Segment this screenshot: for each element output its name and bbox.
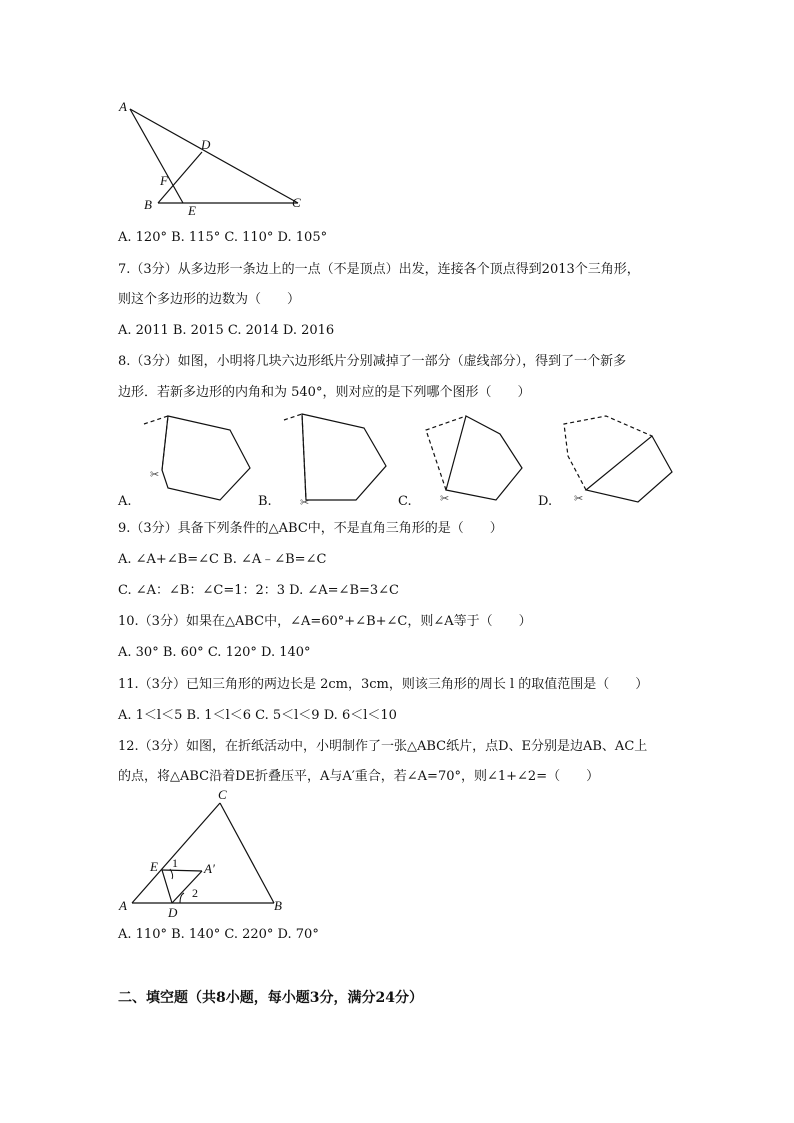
q7-stem-line2: 则这个多边形的边数为（ ）	[118, 292, 301, 307]
q12-label-angle1: 1	[172, 856, 178, 870]
q12-stem-line1: 12.（3分）如图，在折纸活动中，小明制作了一张△ABC纸片，点D、E分别是边AB、AC上	[118, 739, 648, 754]
q12-stem-line2: 的点，将△ABC沿着DE折叠压平，A与A′重合，若∠A=70°，则∠1+∠2=（ ）	[118, 769, 600, 784]
q8-choice-c-figure	[420, 408, 540, 508]
q6-options: A. 120° B. 115° C. 110° D. 105°	[118, 230, 328, 245]
q8-choice-a-figure	[140, 408, 260, 508]
q12-fold-ea	[162, 870, 202, 871]
q6-label-f: F	[160, 173, 168, 188]
q6-side-ab	[130, 109, 183, 203]
q6-label-b: B	[144, 197, 152, 212]
q9-stem-line1: 9.（3分）具备下列条件的△ABC中，不是直角三角形的是（ ）	[118, 521, 503, 536]
q8-choice-a-label: A.	[118, 494, 132, 509]
q8-choice-c-label: C.	[398, 494, 412, 509]
q10-options: A. 30° B. 60° C. 120° D. 140°	[118, 645, 311, 660]
q12-label-a: A	[119, 898, 127, 913]
q12-label-angle2: 2	[192, 886, 198, 900]
q8-choice-d-label: D.	[538, 494, 553, 509]
q12-side-bc	[220, 803, 274, 903]
scissors-icon: ✂	[150, 468, 160, 481]
q6-label-c: C	[292, 195, 301, 210]
q12-label-d: D	[168, 905, 178, 920]
q12-label-a-prime: A′	[204, 861, 215, 876]
q12-options: A. 110° B. 140° C. 220° D. 70°	[118, 927, 319, 942]
q6-label-e: E	[188, 203, 196, 218]
q12-side-ac	[132, 803, 220, 903]
scissors-icon: ✂	[440, 492, 450, 505]
q12-fold-de	[162, 870, 172, 903]
q12-fold-figure	[110, 785, 310, 925]
q6-label-a: A	[119, 99, 127, 114]
q6-side-ac	[130, 109, 298, 203]
q6-label-d: D	[201, 137, 211, 152]
q11-stem-line1: 11.（3分）已知三角形的两边长是 2cm，3cm，则该三角形的周长 l 的取值范围是（ ）	[118, 677, 649, 692]
section2-heading: 二、填空题（共8小题，每小题3分，满分24分）	[118, 990, 423, 1006]
scissors-icon: ✂	[300, 496, 310, 509]
q10-stem-line1: 10.（3分）如果在△ABC中，∠A=60°+∠B+∠C，则∠A等于（ ）	[118, 614, 532, 629]
q8-stem-line1: 8.（3分）如图，小明将几块六边形纸片分别减掉了一部分（虚线部分），得到了一个新多	[118, 354, 627, 369]
q11-options: A. 1＜l＜5 B. 1＜l＜6 C. 5＜l＜9 D. 6＜l＜10	[118, 708, 397, 723]
q7-stem-line1: 7.（3分）从多边形一条边上的一点（不是顶点）出发，连接各个顶点得到2013个三角形，	[118, 262, 640, 277]
q12-label-b: B	[274, 898, 282, 913]
q8-stem-line2: 边形．若新多边形的内角和为 540°，则对应的是下列哪个图形（ ）	[118, 385, 531, 400]
q9-options-row1: A. ∠A+∠B=∠C B. ∠A﹣∠B=∠C	[118, 552, 327, 567]
q8-choice-d-figure	[560, 408, 690, 508]
scissors-icon: ✂	[574, 492, 584, 505]
q6-triangle-figure	[110, 95, 330, 225]
q9-options-row2: C. ∠A：∠B：∠C=1：2：3 D. ∠A=∠B=3∠C	[118, 583, 399, 598]
q7-options: A. 2011 B. 2015 C. 2014 D. 2016	[118, 323, 335, 338]
q8-choice-b-figure	[280, 408, 400, 508]
q12-label-e: E	[150, 859, 158, 874]
q8-choice-b-label: B.	[258, 494, 272, 509]
q12-label-c: C	[218, 787, 227, 802]
